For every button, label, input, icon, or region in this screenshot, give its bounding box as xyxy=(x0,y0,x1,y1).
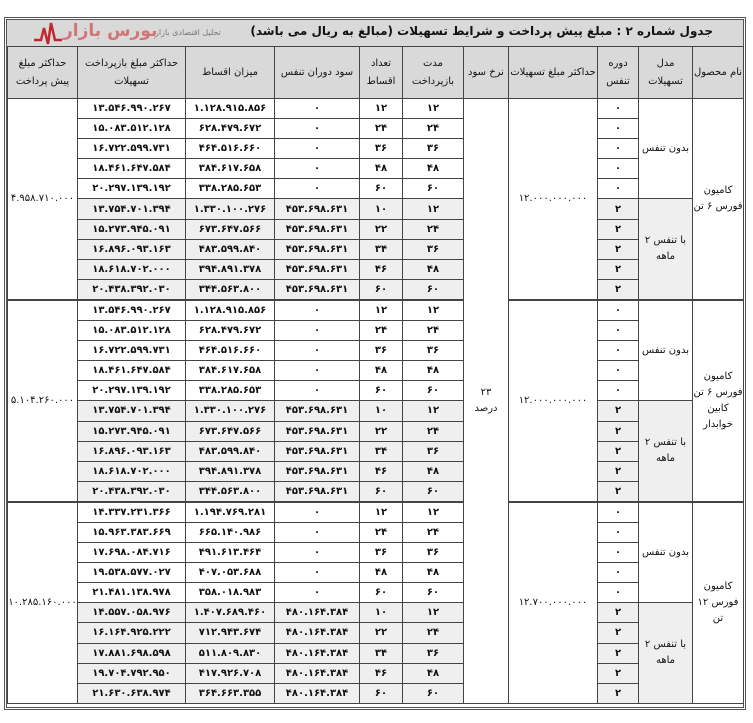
max-repay-cell: ۱۴.۳۳۷.۲۳۱.۳۶۶ xyxy=(78,502,186,523)
term-cell: ۳۶ xyxy=(403,139,464,159)
installment-cell: ۴۶۴.۵۱۶.۶۶۰ xyxy=(186,139,275,159)
term-cell: ۳۶ xyxy=(403,643,464,663)
grace-interest-cell: ۰ xyxy=(275,522,360,542)
installment-cell: ۱.۱۹۴.۷۶۹.۲۸۱ xyxy=(186,502,275,523)
count-cell: ۳۶ xyxy=(360,139,403,159)
count-cell: ۲۴ xyxy=(360,321,403,341)
model-no-grace: بدون تنفس xyxy=(639,300,693,401)
table-row xyxy=(8,441,744,461)
grace-cell: ۲ xyxy=(598,643,639,663)
grace-cell: ۲ xyxy=(598,219,639,239)
interest-rate xyxy=(464,99,509,704)
header-product: نام محصول xyxy=(693,47,744,99)
installment-cell: ۳۸۴.۶۱۷.۶۵۸ xyxy=(186,159,275,179)
grace-interest-cell: ۴۸۰.۱۶۴.۳۸۴ xyxy=(275,643,360,663)
max-repay-cell: ۲۱.۴۸۱.۱۳۸.۹۷۸ xyxy=(78,583,186,603)
count-cell: ۲۲ xyxy=(360,421,403,441)
model-with-grace: با تنفس ۲ ماهه xyxy=(639,603,693,703)
count-cell: ۴۶ xyxy=(360,663,403,683)
grace-interest-cell: ۴۵۳.۶۹۸.۶۳۱ xyxy=(275,279,360,300)
count-cell: ۶۰ xyxy=(360,381,403,401)
table-row xyxy=(8,683,744,703)
table-row xyxy=(8,321,744,341)
grace-interest-cell: ۰ xyxy=(275,381,360,401)
grace-cell: ۲ xyxy=(598,401,639,421)
term-cell: ۲۴ xyxy=(403,219,464,239)
term-cell: ۱۲ xyxy=(403,199,464,219)
model-with-grace: با تنفس ۲ ماهه xyxy=(639,199,693,300)
grace-interest-cell: ۰ xyxy=(275,583,360,603)
grace-cell: ۰ xyxy=(598,361,639,381)
count-cell: ۱۰ xyxy=(360,603,403,623)
max-repay-cell: ۱۶.۸۹۶.۰۹۳.۱۶۳ xyxy=(78,239,186,259)
grace-interest-cell: ۴۸۰.۱۶۴.۳۸۴ xyxy=(275,623,360,643)
table-row xyxy=(8,300,744,321)
count-cell: ۳۴ xyxy=(360,239,403,259)
installment-cell: ۳۴۴.۵۶۳.۸۰۰ xyxy=(186,279,275,300)
installment-cell: ۱.۳۳۰.۱۰۰.۲۷۶ xyxy=(186,199,275,219)
installment-cell: ۷۱۲.۹۴۳.۶۷۴ xyxy=(186,623,275,643)
header-installment: میزان اقساط xyxy=(186,47,275,99)
term-cell: ۲۴ xyxy=(403,321,464,341)
table-body xyxy=(8,99,744,704)
loan-conditions-table xyxy=(7,46,744,704)
grace-interest-cell: ۰ xyxy=(275,543,360,563)
grace-cell: ۰ xyxy=(598,502,639,523)
grace-cell: ۰ xyxy=(598,381,639,401)
installment-cell: ۴۱۷.۹۲۶.۷۰۸ xyxy=(186,663,275,683)
term-cell: ۲۴ xyxy=(403,119,464,139)
table-row xyxy=(8,99,744,119)
interest-rate-unit: درصد xyxy=(474,402,498,414)
max-repay-cell: ۱۷.۸۸۱.۶۹۸.۵۹۸ xyxy=(78,643,186,663)
grace-interest-cell: ۰ xyxy=(275,119,360,139)
installment-cell: ۳۴۴.۵۶۳.۸۰۰ xyxy=(186,481,275,502)
term-cell: ۱۲ xyxy=(403,502,464,523)
term-cell: ۱۲ xyxy=(403,99,464,119)
header-rate: نرخ سود xyxy=(464,47,509,99)
count-cell: ۲۴ xyxy=(360,119,403,139)
table-row xyxy=(8,279,744,300)
installment-cell: ۳۳۸.۲۸۵.۶۵۳ xyxy=(186,179,275,199)
term-cell: ۲۴ xyxy=(403,421,464,441)
max-repay-cell: ۱۶.۷۲۲.۵۹۹.۷۳۱ xyxy=(78,341,186,361)
count-cell: ۲۲ xyxy=(360,219,403,239)
grace-cell: ۰ xyxy=(598,99,639,119)
table-row xyxy=(8,563,744,583)
installment-cell: ۴۰۷.۰۵۳.۶۸۸ xyxy=(186,563,275,583)
count-cell: ۴۶ xyxy=(360,259,403,279)
table-row xyxy=(8,502,744,523)
count-cell: ۶۰ xyxy=(360,683,403,703)
installment-cell: ۴۹۱.۶۱۳.۴۶۴ xyxy=(186,543,275,563)
count-cell: ۱۲ xyxy=(360,502,403,523)
table-row xyxy=(8,421,744,441)
grace-interest-cell: ۴۸۰.۱۶۴.۳۸۴ xyxy=(275,603,360,623)
grace-interest-cell: ۴۸۰.۱۶۴.۳۸۴ xyxy=(275,663,360,683)
installment-cell: ۴۸۳.۵۹۹.۸۴۰ xyxy=(186,239,275,259)
max-repay-cell: ۱۳.۵۴۶.۹۹۰.۲۶۷ xyxy=(78,300,186,321)
count-cell: ۶۰ xyxy=(360,279,403,300)
max-repay-cell: ۲۰.۲۹۷.۱۳۹.۱۹۲ xyxy=(78,179,186,199)
installment-cell: ۳۹۴.۸۹۱.۳۷۸ xyxy=(186,259,275,279)
table-row xyxy=(8,663,744,683)
table-row xyxy=(8,543,744,563)
term-cell: ۴۸ xyxy=(403,663,464,683)
table-row xyxy=(8,139,744,159)
grace-cell: ۲ xyxy=(598,199,639,219)
header-grace-interest: سود دوران تنفس xyxy=(275,47,360,99)
max-repay-cell: ۱۹.۷۰۴.۷۹۲.۹۵۰ xyxy=(78,663,186,683)
grace-interest-cell: ۴۵۳.۶۹۸.۶۳۱ xyxy=(275,461,360,481)
count-cell: ۳۴ xyxy=(360,441,403,461)
term-cell: ۳۶ xyxy=(403,341,464,361)
header-model: مدل تسهیلات xyxy=(639,47,693,99)
max-repay-cell: ۱۷.۶۹۸.۰۸۴.۷۱۶ xyxy=(78,543,186,563)
term-cell: ۴۸ xyxy=(403,563,464,583)
max-repay-cell: ۱۸.۴۶۱.۶۴۷.۵۸۴ xyxy=(78,159,186,179)
max-repay-cell: ۱۳.۵۴۶.۹۹۰.۲۶۷ xyxy=(78,99,186,119)
table-row xyxy=(8,401,744,421)
grace-cell: ۰ xyxy=(598,179,639,199)
table-row xyxy=(8,239,744,259)
logo-subtitle: تحلیل اقتصادی بازار xyxy=(155,28,221,37)
max-repay-cell: ۱۴.۵۵۷.۰۵۸.۹۷۶ xyxy=(78,603,186,623)
max-repay-cell: ۲۰.۲۹۷.۱۳۹.۱۹۲ xyxy=(78,381,186,401)
table-title: جدول شماره ۲ : مبلغ پیش پرداخت و شرایط تسهیلات (مبالغ به ریال می باشد) xyxy=(250,24,713,38)
max-repay-cell: ۲۰.۴۳۸.۳۹۲.۰۳۰ xyxy=(78,481,186,502)
count-cell: ۱۲ xyxy=(360,99,403,119)
term-cell: ۱۲ xyxy=(403,603,464,623)
term-cell: ۶۰ xyxy=(403,481,464,502)
max-repay-cell: ۱۶.۱۶۴.۹۲۵.۲۲۲ xyxy=(78,623,186,643)
max-loan: ۱۲.۰۰۰.۰۰۰.۰۰۰ xyxy=(509,99,598,300)
table-row xyxy=(8,259,744,279)
interest-rate-value: ۲۳ xyxy=(480,386,492,398)
table-row xyxy=(8,643,744,663)
grace-interest-cell: ۴۵۳.۶۹۸.۶۳۱ xyxy=(275,259,360,279)
table-row xyxy=(8,159,744,179)
grace-interest-cell: ۰ xyxy=(275,139,360,159)
max-repay-cell: ۱۶.۸۹۶.۰۹۳.۱۶۳ xyxy=(78,441,186,461)
grace-interest-cell: ۰ xyxy=(275,300,360,321)
grace-interest-cell: ۴۵۳.۶۹۸.۶۳۱ xyxy=(275,219,360,239)
term-cell: ۳۶ xyxy=(403,543,464,563)
logo-text: بورس بازار xyxy=(63,21,158,41)
grace-interest-cell: ۰ xyxy=(275,563,360,583)
grace-cell: ۰ xyxy=(598,522,639,542)
table-row xyxy=(8,119,744,139)
grace-interest-cell: ۰ xyxy=(275,321,360,341)
count-cell: ۴۸ xyxy=(360,361,403,381)
grace-cell: ۲ xyxy=(598,421,639,441)
term-cell: ۶۰ xyxy=(403,381,464,401)
grace-interest-cell: ۴۵۳.۶۹۸.۶۳۱ xyxy=(275,481,360,502)
installment-cell: ۵۱۱.۸۰۹.۸۳۰ xyxy=(186,643,275,663)
max-prepay: ۴.۹۵۸.۷۱۰.۰۰۰ xyxy=(8,99,78,300)
max-loan: ۱۲.۷۰۰.۰۰۰.۰۰۰ xyxy=(509,502,598,703)
table-row xyxy=(8,583,744,603)
term-cell: ۳۶ xyxy=(403,441,464,461)
grace-interest-cell: ۰ xyxy=(275,159,360,179)
grace-cell: ۰ xyxy=(598,139,639,159)
grace-cell: ۲ xyxy=(598,279,639,300)
count-cell: ۲۴ xyxy=(360,522,403,542)
installment-cell: ۳۶۴.۶۶۳.۳۵۵ xyxy=(186,683,275,703)
installment-cell: ۶۷۳.۶۴۷.۵۶۶ xyxy=(186,219,275,239)
watermark-logo xyxy=(33,20,233,46)
installment-cell: ۶۶۵.۱۴۰.۹۸۶ xyxy=(186,522,275,542)
header-max-repay: حداکثر مبلغ بازپرداخت تسهیلات xyxy=(78,47,186,99)
installment-cell: ۶۷۳.۶۴۷.۵۶۶ xyxy=(186,421,275,441)
table-row xyxy=(8,219,744,239)
installment-cell: ۴۸۳.۵۹۹.۸۴۰ xyxy=(186,441,275,461)
max-loan: ۱۲.۰۰۰.۰۰۰.۰۰۰ xyxy=(509,300,598,502)
grace-cell: ۲ xyxy=(598,461,639,481)
installment-cell: ۱.۱۲۸.۹۱۵.۸۵۶ xyxy=(186,99,275,119)
count-cell: ۳۶ xyxy=(360,543,403,563)
grace-cell: ۲ xyxy=(598,239,639,259)
grace-interest-cell: ۰ xyxy=(275,361,360,381)
max-repay-cell: ۱۵.۰۸۳.۵۱۲.۱۲۸ xyxy=(78,321,186,341)
max-prepay: ۵.۱۰۴.۲۶۰.۰۰۰ xyxy=(8,300,78,502)
grace-interest-cell: ۰ xyxy=(275,502,360,523)
model-with-grace: با تنفس ۲ ماهه xyxy=(639,401,693,502)
count-cell: ۶۰ xyxy=(360,481,403,502)
count-cell: ۱۰ xyxy=(360,401,403,421)
grace-cell: ۰ xyxy=(598,341,639,361)
grace-cell: ۰ xyxy=(598,321,639,341)
table-row xyxy=(8,341,744,361)
grace-cell: ۰ xyxy=(598,119,639,139)
pulse-logo-icon xyxy=(33,20,63,46)
grace-interest-cell: ۰ xyxy=(275,99,360,119)
table-row xyxy=(8,603,744,623)
grace-cell: ۰ xyxy=(598,159,639,179)
term-cell: ۴۸ xyxy=(403,461,464,481)
installment-cell: ۱.۱۲۸.۹۱۵.۸۵۶ xyxy=(186,300,275,321)
term-cell: ۴۸ xyxy=(403,361,464,381)
grace-cell: ۰ xyxy=(598,563,639,583)
term-cell: ۴۸ xyxy=(403,159,464,179)
max-repay-cell: ۱۵.۲۷۳.۹۴۵.۰۹۱ xyxy=(78,421,186,441)
installment-cell: ۳۹۴.۸۹۱.۳۷۸ xyxy=(186,461,275,481)
term-cell: ۱۲ xyxy=(403,300,464,321)
model-no-grace: بدون تنفس xyxy=(639,502,693,603)
term-cell: ۲۴ xyxy=(403,522,464,542)
table-row xyxy=(8,179,744,199)
grace-cell: ۲ xyxy=(598,603,639,623)
grace-interest-cell: ۴۵۳.۶۹۸.۶۳۱ xyxy=(275,401,360,421)
max-repay-cell: ۱۵.۰۸۳.۵۱۲.۱۲۸ xyxy=(78,119,186,139)
grace-cell: ۰ xyxy=(598,583,639,603)
grace-interest-cell: ۰ xyxy=(275,179,360,199)
grace-cell: ۲ xyxy=(598,441,639,461)
max-repay-cell: ۱۸.۶۱۸.۷۰۲.۰۰۰ xyxy=(78,259,186,279)
product-name: کامیون فورس ۶ تن کابین خوابدار xyxy=(693,300,744,502)
installment-cell: ۳۳۸.۲۸۵.۶۵۳ xyxy=(186,381,275,401)
table-frame xyxy=(4,17,746,710)
max-repay-cell: ۱۳.۷۵۴.۷۰۱.۳۹۴ xyxy=(78,401,186,421)
header-row xyxy=(8,47,744,99)
max-prepay: ۱۰.۲۸۵.۱۶۰.۰۰۰ xyxy=(8,502,78,703)
table-row xyxy=(8,361,744,381)
grace-interest-cell: ۴۵۳.۶۹۸.۶۳۱ xyxy=(275,239,360,259)
max-repay-cell: ۱۸.۶۱۸.۷۰۲.۰۰۰ xyxy=(78,461,186,481)
grace-cell: ۰ xyxy=(598,543,639,563)
grace-interest-cell: ۴۵۳.۶۹۸.۶۳۱ xyxy=(275,421,360,441)
term-cell: ۶۰ xyxy=(403,179,464,199)
term-cell: ۶۰ xyxy=(403,683,464,703)
max-repay-cell: ۱۸.۴۶۱.۶۴۷.۵۸۴ xyxy=(78,361,186,381)
count-cell: ۶۰ xyxy=(360,583,403,603)
model-no-grace: بدون تنفس xyxy=(639,99,693,199)
product-name: کامیون فورس ۱۲ تن xyxy=(693,502,744,703)
count-cell: ۶۰ xyxy=(360,179,403,199)
grace-interest-cell: ۴۸۰.۱۶۴.۳۸۴ xyxy=(275,683,360,703)
max-repay-cell: ۱۳.۷۵۴.۷۰۱.۳۹۴ xyxy=(78,199,186,219)
table-row xyxy=(8,623,744,643)
grace-cell: ۲ xyxy=(598,623,639,643)
count-cell: ۱۲ xyxy=(360,300,403,321)
header-max-loan: حداکثر مبلغ تسهیلات xyxy=(509,47,598,99)
table-row xyxy=(8,481,744,502)
installment-cell: ۱.۴۰۷.۶۸۹.۴۶۰ xyxy=(186,603,275,623)
max-repay-cell: ۲۱.۶۳۰.۶۳۸.۹۷۴ xyxy=(78,683,186,703)
table-row xyxy=(8,381,744,401)
table-row xyxy=(8,522,744,542)
installment-cell: ۳۸۴.۶۱۷.۶۵۸ xyxy=(186,361,275,381)
table-row xyxy=(8,461,744,481)
grace-cell: ۲ xyxy=(598,683,639,703)
grace-interest-cell: ۴۵۳.۶۹۸.۶۳۱ xyxy=(275,441,360,461)
product-name: کامیون فورس ۶ تن xyxy=(693,99,744,300)
count-cell: ۳۶ xyxy=(360,341,403,361)
term-cell: ۱۲ xyxy=(403,401,464,421)
max-repay-cell: ۲۰.۴۳۸.۳۹۲.۰۳۰ xyxy=(78,279,186,300)
count-cell: ۱۰ xyxy=(360,199,403,219)
installment-cell: ۶۲۸.۴۷۹.۶۷۲ xyxy=(186,321,275,341)
table-title-bar xyxy=(7,20,743,47)
count-cell: ۴۸ xyxy=(360,563,403,583)
term-cell: ۴۸ xyxy=(403,259,464,279)
table-row xyxy=(8,199,744,219)
installment-cell: ۶۲۸.۴۷۹.۶۷۲ xyxy=(186,119,275,139)
term-cell: ۳۶ xyxy=(403,239,464,259)
grace-cell: ۰ xyxy=(598,300,639,321)
count-cell: ۳۴ xyxy=(360,643,403,663)
grace-cell: ۲ xyxy=(598,259,639,279)
term-cell: ۶۰ xyxy=(403,279,464,300)
count-cell: ۲۲ xyxy=(360,623,403,643)
term-cell: ۲۴ xyxy=(403,623,464,643)
term-cell: ۶۰ xyxy=(403,583,464,603)
header-count: تعداد اقساط xyxy=(360,47,403,99)
max-repay-cell: ۱۹.۵۳۸.۵۷۷.۰۲۷ xyxy=(78,563,186,583)
count-cell: ۴۶ xyxy=(360,461,403,481)
header-term: مدت بازپرداخت xyxy=(403,47,464,99)
installment-cell: ۱.۳۳۰.۱۰۰.۲۷۶ xyxy=(186,401,275,421)
count-cell: ۴۸ xyxy=(360,159,403,179)
grace-interest-cell: ۴۵۳.۶۹۸.۶۳۱ xyxy=(275,199,360,219)
grace-cell: ۲ xyxy=(598,663,639,683)
grace-interest-cell: ۰ xyxy=(275,341,360,361)
max-repay-cell: ۱۶.۷۲۲.۵۹۹.۷۳۱ xyxy=(78,139,186,159)
max-repay-cell: ۱۵.۹۶۳.۳۸۳.۶۶۹ xyxy=(78,522,186,542)
header-grace: دوره تنفس xyxy=(598,47,639,99)
installment-cell: ۳۵۸.۰۱۸.۹۸۳ xyxy=(186,583,275,603)
header-max-prepay: حداکثر مبلغ پیش پرداخت xyxy=(8,47,78,99)
grace-cell: ۲ xyxy=(598,481,639,502)
max-repay-cell: ۱۵.۲۷۳.۹۴۵.۰۹۱ xyxy=(78,219,186,239)
installment-cell: ۴۶۴.۵۱۶.۶۶۰ xyxy=(186,341,275,361)
